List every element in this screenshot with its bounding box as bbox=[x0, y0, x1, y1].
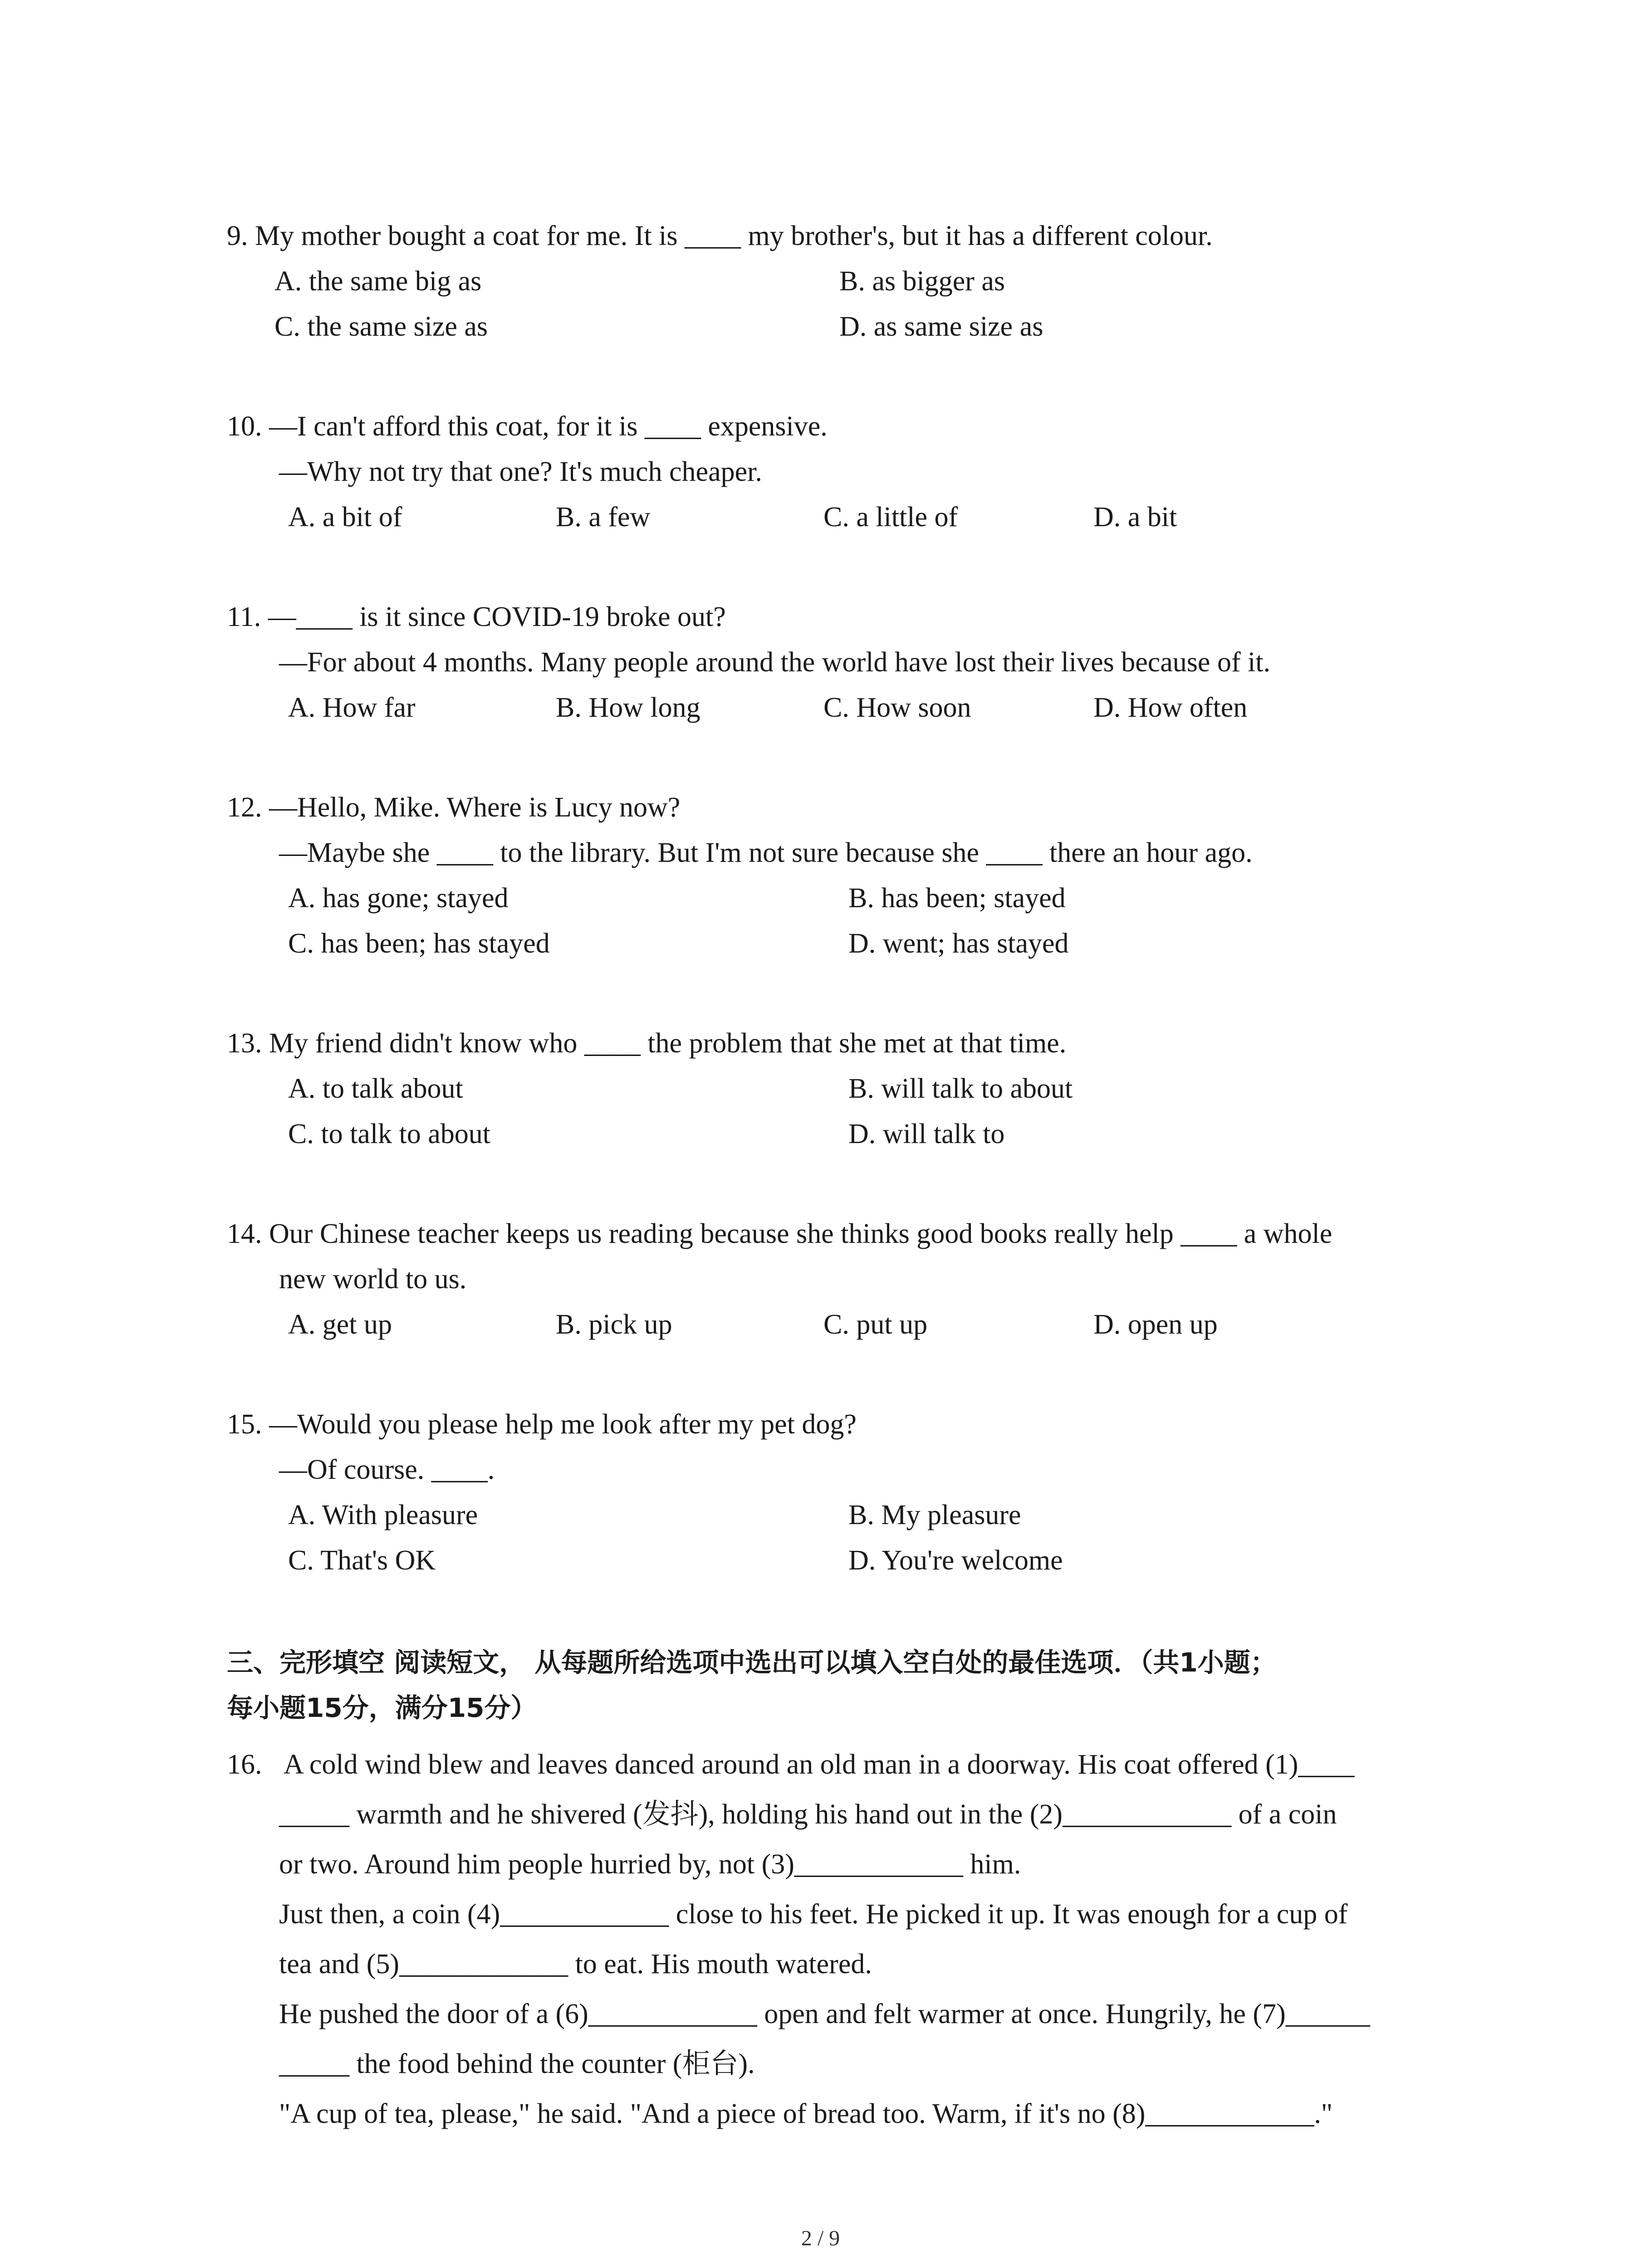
question-10-stem: 10. —I can't afford this coat, for it is ____ expensive. bbox=[227, 411, 828, 442]
passage-line-8: "A cup of tea, please," he said. "And a piece of bread too. Warm, if it's no (8)____________." bbox=[279, 2098, 1333, 2129]
question-15-dialogue: —Of course. ____. bbox=[279, 1454, 495, 1485]
question-11-option-d[interactable]: D. How often bbox=[1093, 692, 1248, 723]
question-14-stem-continued: new world to us. bbox=[279, 1264, 467, 1295]
question-15-option-c[interactable]: C. That's OK bbox=[288, 1545, 436, 1576]
passage-line-7: _____ the food behind the counter (柜台). bbox=[279, 2048, 755, 2079]
question-10-dialogue: —Why not try that one? It's much cheaper. bbox=[279, 456, 762, 487]
question-16-number: 16. bbox=[227, 1749, 262, 1780]
question-15-option-b[interactable]: B. My pleasure bbox=[848, 1500, 1021, 1530]
question-15-option-d[interactable]: D. You're welcome bbox=[848, 1545, 1063, 1576]
question-14-option-d[interactable]: D. open up bbox=[1093, 1309, 1218, 1340]
question-12-stem: 12. —Hello, Mike. Where is Lucy now? bbox=[227, 792, 681, 823]
passage-line-2: _____ warmth and he shivered (发抖), holding his hand out in the (2)____________ of a coin bbox=[279, 1799, 1337, 1830]
question-9-option-a[interactable]: A. the same big as bbox=[274, 266, 482, 297]
question-11-option-c[interactable]: C. How soon bbox=[823, 692, 971, 723]
question-11-option-a[interactable]: A. How far bbox=[288, 692, 416, 723]
question-12-option-b[interactable]: B. has been; stayed bbox=[848, 883, 1066, 914]
question-14-option-a[interactable]: A. get up bbox=[288, 1309, 392, 1340]
question-10-option-d[interactable]: D. a bit bbox=[1093, 502, 1177, 533]
question-13-stem: 13. My friend didn't know who ____ the problem that she met at that time. bbox=[227, 1028, 1067, 1059]
question-11-option-b[interactable]: B. How long bbox=[556, 692, 700, 723]
question-13-option-b[interactable]: B. will talk to about bbox=[848, 1073, 1073, 1104]
passage-line-3: or two. Around him people hurried by, not (3)____________ him. bbox=[279, 1849, 1021, 1880]
question-14-option-c[interactable]: C. put up bbox=[823, 1309, 928, 1340]
question-11-dialogue: —For about 4 months. Many people around the world have lost their lives because of it. bbox=[279, 647, 1271, 678]
question-9-option-b[interactable]: B. as bigger as bbox=[839, 266, 1005, 297]
question-9-option-c[interactable]: C. the same size as bbox=[274, 311, 488, 342]
passage-line-1: A cold wind blew and leaves danced around an old man in a doorway. His coat offered (1)____ bbox=[284, 1749, 1355, 1780]
question-14-stem: 14. Our Chinese teacher keeps us reading because she thinks good books really help ____ a whole bbox=[227, 1218, 1332, 1249]
section-3-heading: 三、完形填空 阅读短文， 从每题所给选项中选出可以填入空白处的最佳选项．（共1小题； bbox=[227, 1647, 1277, 1678]
section-3-heading-continued: 每小题15分，满分15分） bbox=[227, 1692, 537, 1723]
question-14-option-b[interactable]: B. pick up bbox=[556, 1309, 672, 1340]
question-12-option-a[interactable]: A. has gone; stayed bbox=[288, 883, 509, 914]
question-12-dialogue: —Maybe she ____ to the library. But I'm not sure because she ____ there an hour ago. bbox=[279, 837, 1253, 868]
passage-line-6: He pushed the door of a (6)____________ open and felt warmer at once. Hungrily, he (7)______ bbox=[279, 1999, 1370, 2029]
question-10-option-a[interactable]: A. a bit of bbox=[288, 502, 402, 533]
question-15-stem: 15. —Would you please help me look after my pet dog? bbox=[227, 1409, 857, 1440]
question-12-option-d[interactable]: D. went; has stayed bbox=[848, 928, 1069, 959]
question-13-option-c[interactable]: C. to talk to about bbox=[288, 1119, 491, 1149]
question-11-stem: 11. —____ is it since COVID-19 broke out? bbox=[227, 601, 726, 632]
page-number: 2 / 9 bbox=[801, 2226, 840, 2250]
question-15-option-a[interactable]: A. With pleasure bbox=[288, 1500, 478, 1530]
question-10-option-c[interactable]: C. a little of bbox=[823, 502, 958, 533]
question-13-option-a[interactable]: A. to talk about bbox=[288, 1073, 463, 1104]
question-13-option-d[interactable]: D. will talk to bbox=[848, 1119, 1005, 1149]
question-12-option-c[interactable]: C. has been; has stayed bbox=[288, 928, 550, 959]
question-9-option-d[interactable]: D. as same size as bbox=[839, 311, 1043, 342]
question-10-option-b[interactable]: B. a few bbox=[556, 502, 651, 533]
passage-line-4: Just then, a coin (4)____________ close to his feet. He picked it up. It was enough for a cup of bbox=[279, 1899, 1348, 1930]
passage-line-5: tea and (5)____________ to eat. His mouth watered. bbox=[279, 1949, 872, 1980]
question-9-stem: 9. My mother bought a coat for me. It is ____ my brother's, but it has a different colour. bbox=[227, 220, 1213, 251]
